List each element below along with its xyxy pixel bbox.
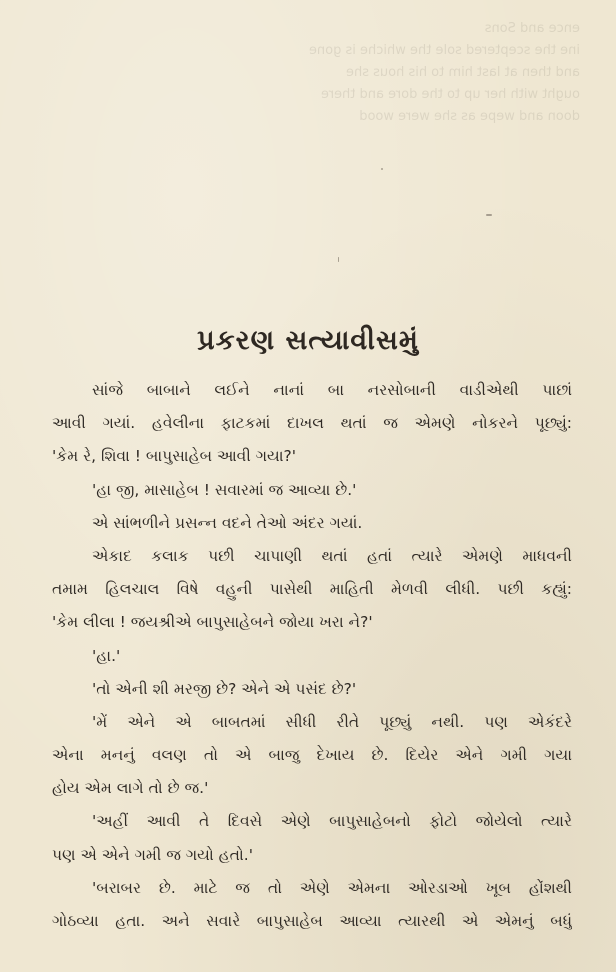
paragraph-line: પણ એ એને ગમી જ ગયો હતો.' <box>52 845 253 864</box>
body-text <box>52 374 572 938</box>
paragraph-line: 'અહીં આવી તે દિવસે એણે બાપુસાહેબનો ફોટો જોયેલો ત્યારે <box>92 812 572 831</box>
chapter-title: પ્રકરણ સત્યાવીસમું <box>197 325 419 356</box>
paragraph-line: એના મનનું વલણ તો એ બાજુ દેખાય છે. દિયેર એને ગમી ગયા <box>52 746 572 765</box>
paragraph-line: ગોઠવ્યા હતા. અને સવારે બાપુસાહેબ આવ્યા ત્યારથી એ એમનું બધું <box>52 912 572 930</box>
paragraph-line: 'તો એની શી મરજી છે? એને એ પસંદ છે?' <box>92 679 357 698</box>
paragraph-line: 'બરાબર છે. માટે જ તો એણે એમના ઓરડાઓ ખૂબ હોંશથી <box>92 878 572 897</box>
show-through-line: ence and Sons <box>484 21 580 36</box>
paragraph-line: 'મેં એને એ બાબતમાં સીધી રીતે પૂછ્યું નથી. પણ એકંદરે <box>92 712 572 731</box>
paragraph-line: 'કેમ લીલા ! જયશ્રીએ બાપુસાહેબને જોયા ખરા ને?' <box>52 613 373 632</box>
paragraph-line: 'કેમ રે, શિવા ! બાપુસાહેબ આવી ગયા?' <box>52 447 296 466</box>
paragraph-line: એકાદ કલાક પછી ચાપાણી થતાં હતાં ત્યારે એમણે માધવની <box>92 546 572 565</box>
paragraph-line: એ સાંભળીને પ્રસન્ન વદને તેઓ અંદર ગયાં. <box>92 513 363 532</box>
paper-speck <box>338 257 339 262</box>
show-through-line: ine the sceptered sole the whiche is gone <box>308 43 580 58</box>
show-through-line: ought with her up to the dore and there <box>321 87 580 102</box>
paragraph-line: 'હા.' <box>92 646 121 665</box>
paragraph-line: તમામ હિલચાલ વિષે વહુની પાસેથી માહિતી મેળવી લીધી. પછી કહ્યું: <box>52 580 572 599</box>
paragraph-line: સાંજે બાબાને લઈને નાનાં બા નરસોબાની વાડીએથી પાછાં <box>92 381 572 399</box>
show-through-text <box>20 18 580 128</box>
show-through-line: and then at last him to his hous she <box>345 65 580 80</box>
paragraph-line: હોય એમ લાગે તો છે જ.' <box>52 779 209 798</box>
paper-speck <box>381 168 383 170</box>
paper-speck <box>486 214 492 216</box>
show-through-line: doon and wepe as she were wood <box>359 109 580 124</box>
paragraph-line: 'હા જી, માસાહેબ ! સવારમાં જ આવ્યા છે.' <box>92 480 357 499</box>
paragraph-line: આવી ગયાં. હવેલીના ફાટકમાં દાખલ થતાં જ એમણે નોકરને પૂછ્યું: <box>52 414 572 433</box>
